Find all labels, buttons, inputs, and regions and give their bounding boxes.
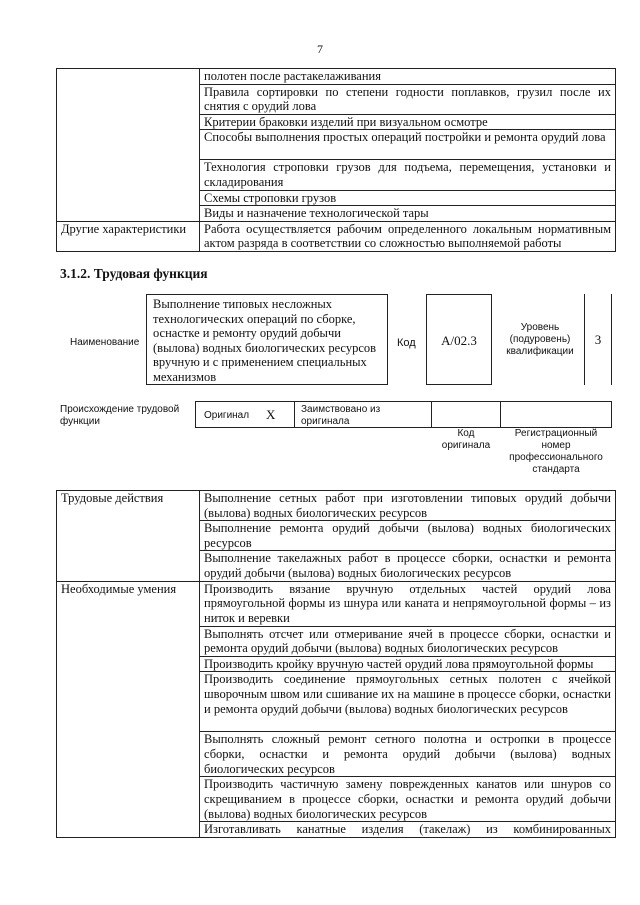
code-original-caption: Код оригинала xyxy=(441,428,491,451)
page-number: 7 xyxy=(317,42,323,56)
code-box xyxy=(426,294,492,385)
table-cell: Производить вязание вручную отдельных частей орудий лова прямоугольной формы из шнура или каната и непрямоугольной формы – из ниток и веревки xyxy=(200,581,616,626)
table-cell: Способы выполнения простых операций постройки и ремонта орудий лова xyxy=(200,130,616,160)
table-cell: Работа осуществляется рабочим определенного локальным нормативным актом разряда в соответствии со сложностью выполняемой работы xyxy=(200,221,616,251)
code-original-box xyxy=(431,401,501,428)
table-cell: Правила сортировки по степени годности поплавков, грузил после их снятия с орудий лова xyxy=(200,84,616,114)
table-cell: Критерии браковки изделий при визуальном осмотре xyxy=(200,114,616,130)
table-row-label: Другие характеристики xyxy=(57,221,200,251)
level-label: Уровень (подуровень) квалификации xyxy=(506,322,574,357)
table-cell: Производить кройку вручную частей орудий лова прямоугольной формы xyxy=(200,656,616,672)
function-name-box xyxy=(146,294,388,385)
labor-function-table xyxy=(56,490,616,838)
characteristics-table xyxy=(56,68,616,252)
table-cell: Виды и назначение технологической тары xyxy=(200,206,616,222)
skills-label: Необходимые умения xyxy=(57,581,200,838)
table-cell: Производить соединение прямоугольных сетных полотен с ячейкой шворочным швом или сшивание их на машине в процессе сборки, оснастки и ремонта орудий добычи (вылова) водных биологических ресурсов xyxy=(200,672,616,732)
table-cell: Выполнение ремонта орудий добычи (вылова) водных биологических ресурсов xyxy=(200,521,616,551)
level-box xyxy=(584,294,612,385)
table-cell: Выполнение сетных работ при изготовлении типовых орудий добычи (вылова) водных биологических ресурсов xyxy=(200,491,616,521)
code-value: A/02.3 xyxy=(441,333,477,348)
labor-actions-label: Трудовые действия xyxy=(57,491,200,582)
table-cell: Схемы строповки грузов xyxy=(200,190,616,206)
original-box xyxy=(195,401,295,428)
reg-number-caption: Регистрационный номер профессионального стандарта xyxy=(509,428,603,475)
table-cell: Выполнять отсчет или отмеривание ячей в процессе сборки, оснастки и ремонта орудий добычи (вылова) водных биологических ресурсов xyxy=(200,626,616,656)
section-title: 3.1.2. Трудовая функция xyxy=(60,266,208,281)
table-cell: Производить частичную замену поврежденных канатов или шнуров со скрещиванием в процессе сборки, оснастки и ремонта орудий добычи (вылова) водных биологических ресурсов xyxy=(200,777,616,822)
table-cell: Изготавливать канатные изделия (такелаж) из комбинированных xyxy=(200,822,616,838)
table-row-label xyxy=(57,69,200,222)
code-label: Код xyxy=(397,337,416,349)
original-label: Оригинал xyxy=(204,410,250,421)
table-cell: Выполнять сложный ремонт сетного полотна и остропки в процессе сборки, оснастки и ремонта орудий добычи (вылова) водных биологических ресурсов xyxy=(200,732,616,777)
table-cell: Выполнение такелажных работ в процессе сборки, оснастки и ремонта орудий добычи (вылова) водных биологических ресурсов xyxy=(200,551,616,581)
function-name: Выполнение типовых несложных технологических операций по сборке, оснастке и ремонту орудий добычи (вылова) водных биологических ресурсов вручную и с применением специальных механизмов xyxy=(153,297,377,384)
origin-label: Происхождение трудовой функции xyxy=(60,404,180,427)
borrowed-box xyxy=(294,401,432,428)
reg-number-box xyxy=(500,401,612,428)
level-value: 3 xyxy=(594,332,602,347)
table-cell: полотен после растакелаживания xyxy=(200,69,616,85)
name-label: Наименование xyxy=(70,337,140,348)
borrowed-label: Заимствовано из оригинала xyxy=(301,404,381,427)
table-cell: Технология строповки грузов для подъема, перемещения, установки и складирования xyxy=(200,160,616,190)
original-mark: X xyxy=(266,407,276,422)
